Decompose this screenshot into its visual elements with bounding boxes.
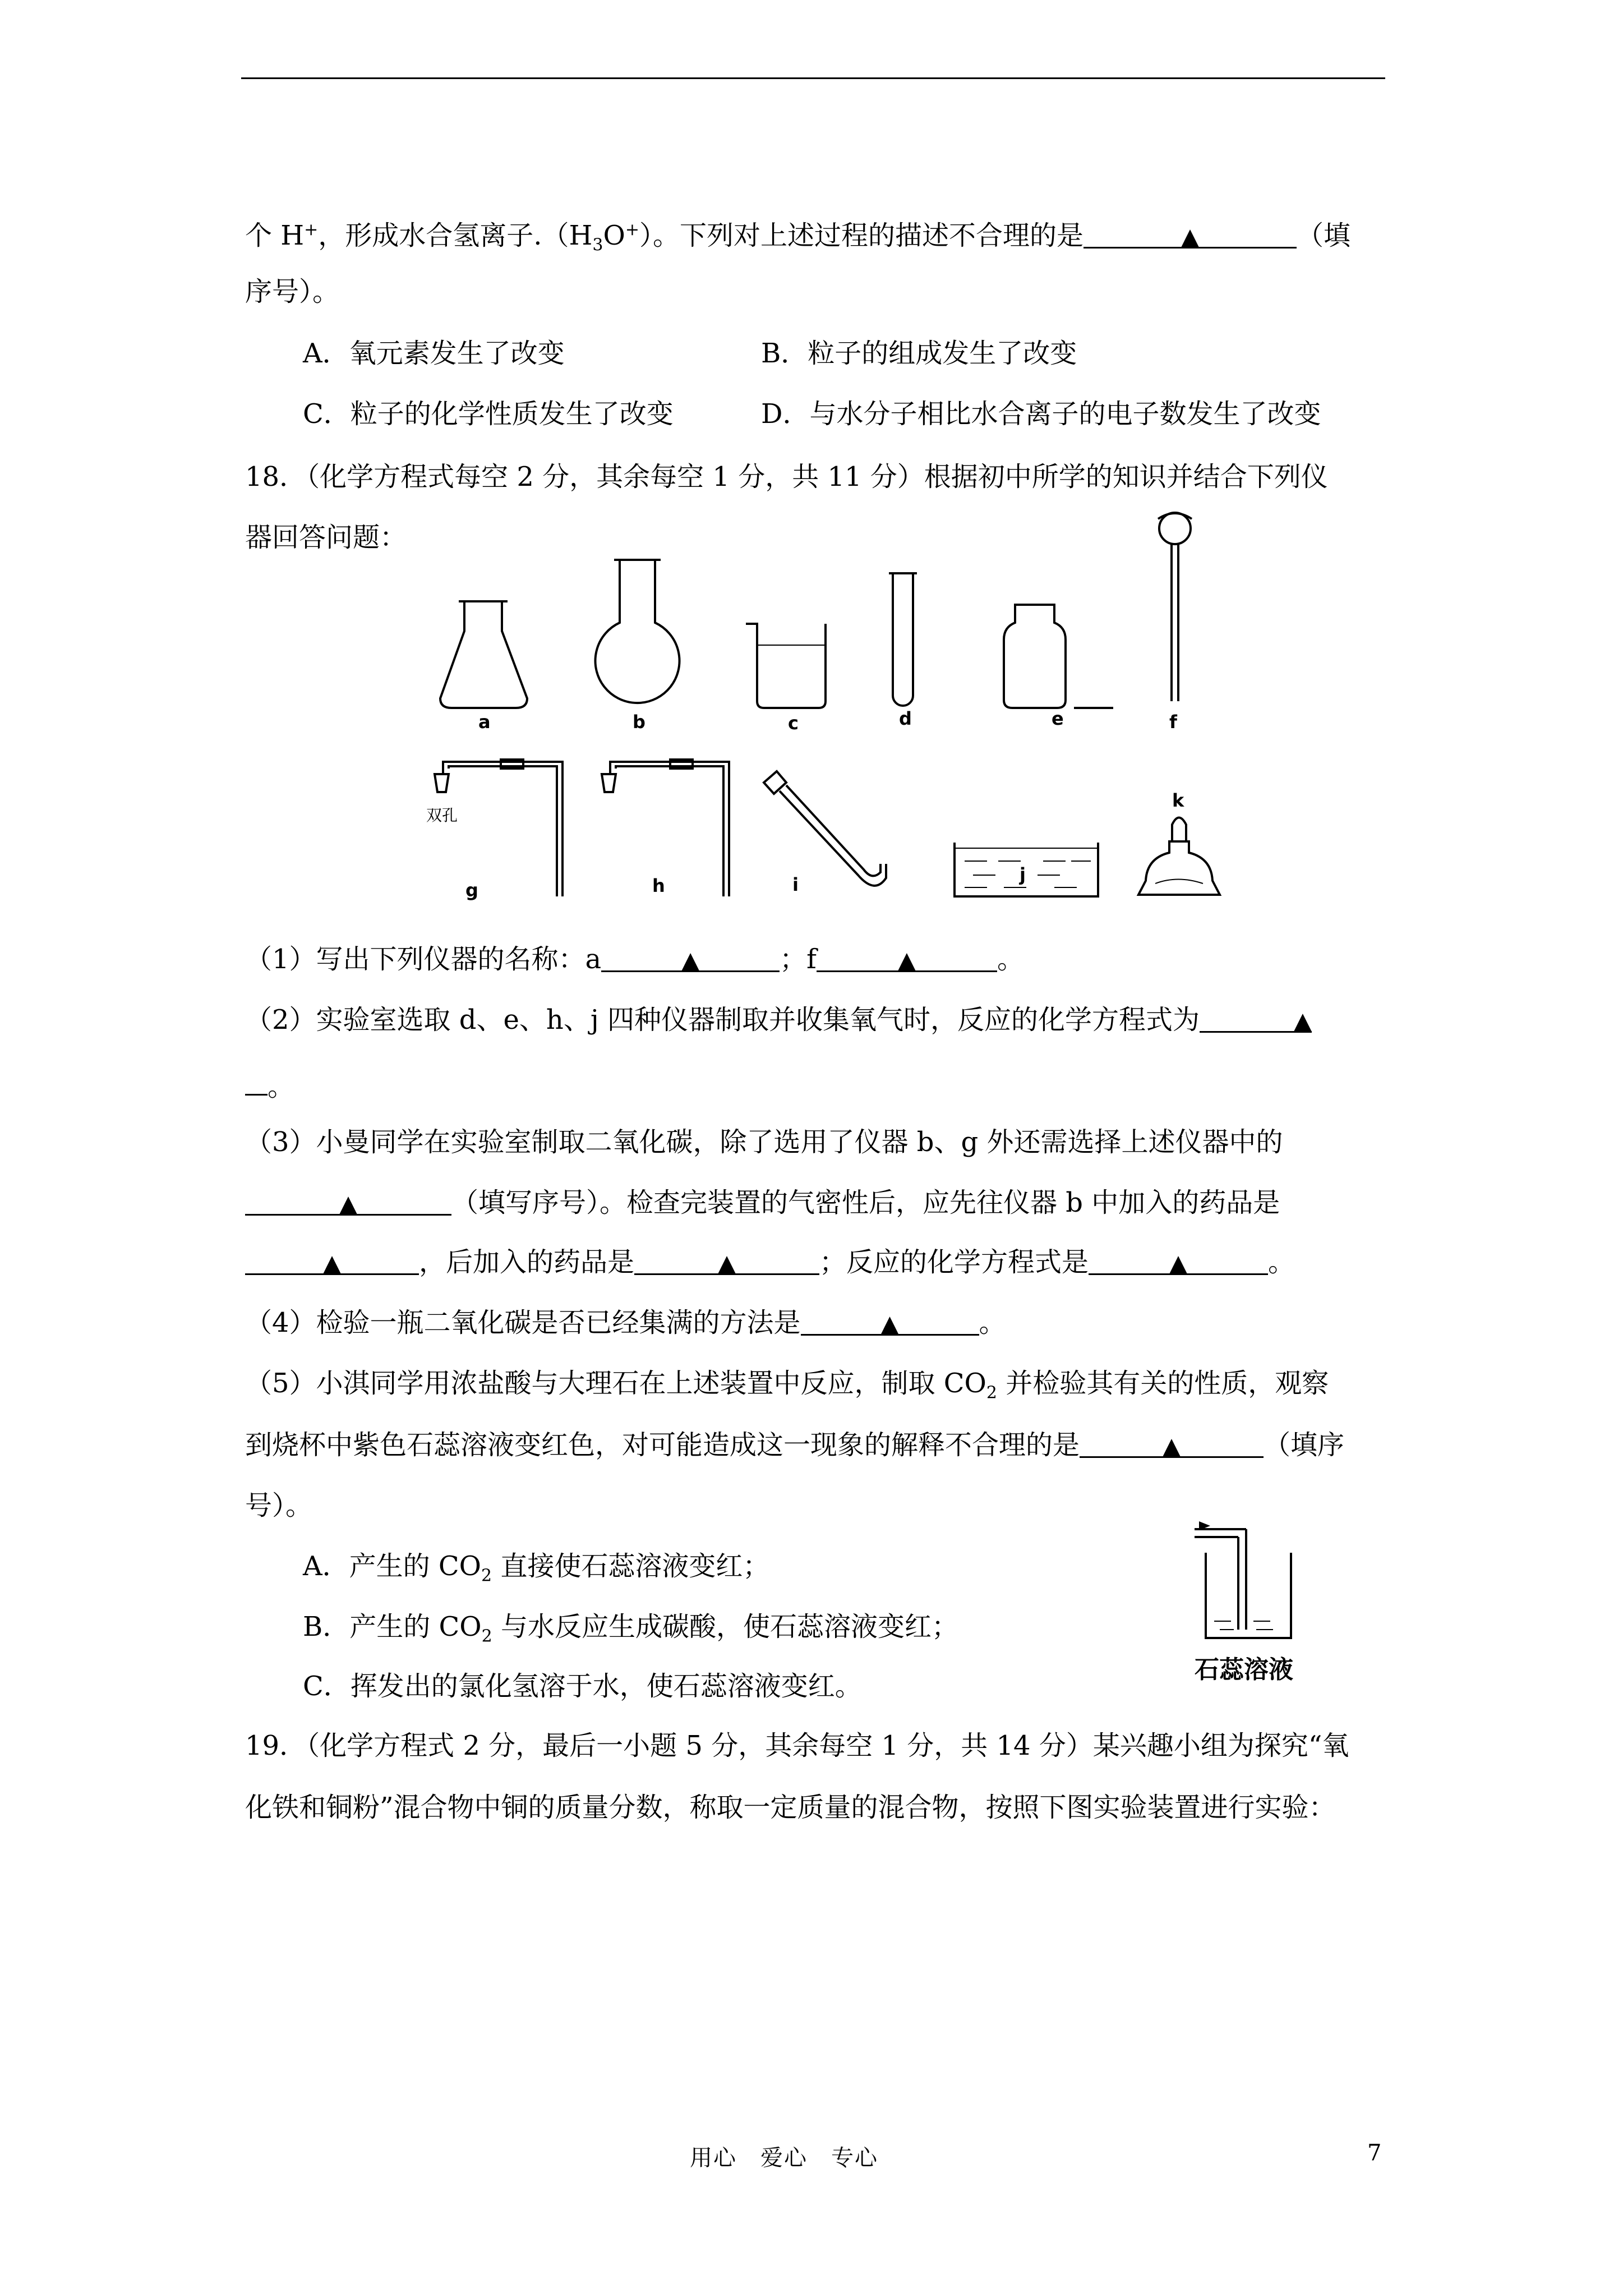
blank-o2-equation[interactable]: ▲ bbox=[1200, 1002, 1312, 1033]
q18-part5-line3: 号）。 bbox=[245, 1490, 313, 1521]
blank-apparatus-select[interactable]: ▲ bbox=[245, 1185, 451, 1216]
q18-part3-line2: ▲ （填写序号）。检查完装置的气密性后，应先往仪器 b 中加入的药品是 bbox=[245, 1185, 1280, 1221]
q17-line1: 个 H+，形成水合氢离子$.(H_3O^+)$。下列对上述过程的描述不合理的是 ▲ （填 bbox=[245, 212, 1350, 264]
page-number: 7 bbox=[1367, 2140, 1382, 2166]
q17-option-d: D．与水分子相比水合离子的电子数发生了改变 bbox=[761, 398, 1321, 430]
q18-part3-line1: （3）小曼同学在实验室制取二氧化碳，除了选用了仪器 b、g 外还需选择上述仪器中的 bbox=[245, 1126, 1283, 1158]
blank-co2-equation[interactable]: ▲ bbox=[1089, 1244, 1268, 1275]
blank-second-reagent[interactable]: ▲ bbox=[634, 1244, 819, 1275]
test-tube-d bbox=[893, 573, 913, 706]
q18-line1: 18．（化学方程式每空 2 分，其余每空 1 分，共 11 分）根据初中所学的知识并结合下列仪 bbox=[245, 461, 1328, 493]
label-b: b bbox=[633, 711, 645, 733]
delivery-tube-i bbox=[764, 771, 786, 794]
q18-line2: 器回答问题： bbox=[245, 522, 407, 553]
litmus-beaker bbox=[1206, 1553, 1291, 1638]
label-d: d bbox=[899, 708, 912, 729]
q17-option-c: C．粒子的化学性质发生了改变 bbox=[303, 398, 674, 430]
conical-flask-a bbox=[440, 601, 527, 708]
blank-unreasonable[interactable]: ▲ bbox=[1080, 1427, 1264, 1458]
q19-line1: 19．（化学方程式 2 分，最后一小题 5 分，其余每空 1 分，共 14 分）某兴趣小组为探究“氧 bbox=[245, 1730, 1349, 1761]
gas-jar-e bbox=[1004, 605, 1066, 708]
blank-first-reagent[interactable]: ▲ bbox=[245, 1244, 419, 1275]
label-g: g bbox=[465, 880, 478, 901]
q17-option-b: B．粒子的组成发生了改变 bbox=[761, 338, 1077, 369]
answer-blank[interactable]: ▲ bbox=[1083, 218, 1297, 249]
label-i: i bbox=[792, 874, 799, 895]
label-c: c bbox=[788, 712, 799, 734]
label-double-hole: 双孔 bbox=[426, 806, 458, 825]
beaker-c bbox=[746, 624, 826, 708]
blank-f[interactable]: ▲ bbox=[817, 941, 997, 972]
q18-part2-line2: 。 bbox=[245, 1065, 294, 1105]
blank-a[interactable]: ▲ bbox=[601, 941, 780, 972]
beaker-label: 石蕊溶液 bbox=[1195, 1655, 1293, 1684]
stopper-tube-h bbox=[602, 774, 616, 792]
q18-option-b: B．产生的 $CO_2$ 与水反应生成碳酸，使石蕊溶液变红； bbox=[303, 1611, 958, 1646]
q17-line2: 序号）。 bbox=[245, 276, 340, 307]
blank-full-check[interactable]: ▲ bbox=[801, 1305, 979, 1336]
blank-o2-equation-cont[interactable] bbox=[245, 1065, 268, 1096]
label-a: a bbox=[478, 711, 491, 733]
q18-part1: （1）写出下列仪器的名称：a ▲ ；f ▲ 。 bbox=[245, 941, 1024, 977]
q17-option-a: A．氧元素发生了改变 bbox=[303, 338, 565, 369]
label-j: j bbox=[1020, 864, 1026, 885]
footer-motto: 用心 爱心 专心 bbox=[690, 2145, 878, 2171]
round-flask-b bbox=[596, 560, 680, 703]
q18-part5-line2: 到烧杯中紫色石蕊溶液变红色，对可能造成这一现象的解释不合理的是 ▲ （填序 bbox=[245, 1427, 1344, 1463]
q19-line2: 化铁和铜粉”混合物中铜的质量分数，称取一定质量的混合物，按照下图实验装置进行实验： bbox=[245, 1792, 1336, 1823]
stopper-tube-g bbox=[435, 774, 449, 792]
q18-option-a: A．产生的 $CO_2$ 直接使石蕊溶液变红； bbox=[303, 1550, 770, 1586]
label-k: k bbox=[1172, 790, 1184, 811]
label-h: h bbox=[652, 875, 665, 896]
q18-option-c: C．挥发出的氯化氢溶于水，使石蕊溶液变红。 bbox=[303, 1671, 862, 1702]
label-e: e bbox=[1052, 708, 1064, 729]
q18-part5-line1: （5）小淇同学用浓盐酸与大理石在上述装置中反应，制取 $CO_2$ 并检验其有关的性质，观察 bbox=[245, 1368, 1329, 1403]
q18-part4: （4）检验一瓶二氧化碳是否已经集满的方法是 ▲ 。 bbox=[245, 1305, 1006, 1341]
alcohol-lamp-k bbox=[1138, 841, 1220, 895]
label-f: f bbox=[1169, 711, 1177, 733]
q18-part2-line1: （2）实验室选取 d、e、h、j 四种仪器制取并收集氧气时，反应的化学方程式为 ▲ bbox=[245, 1002, 1312, 1038]
q18-part3-line3: ▲ ，后加入的药品是 ▲ ；反应的化学方程式是 ▲ 。 bbox=[245, 1244, 1295, 1280]
water-trough-j bbox=[955, 843, 1098, 896]
thistle-funnel-f bbox=[1172, 543, 1178, 701]
